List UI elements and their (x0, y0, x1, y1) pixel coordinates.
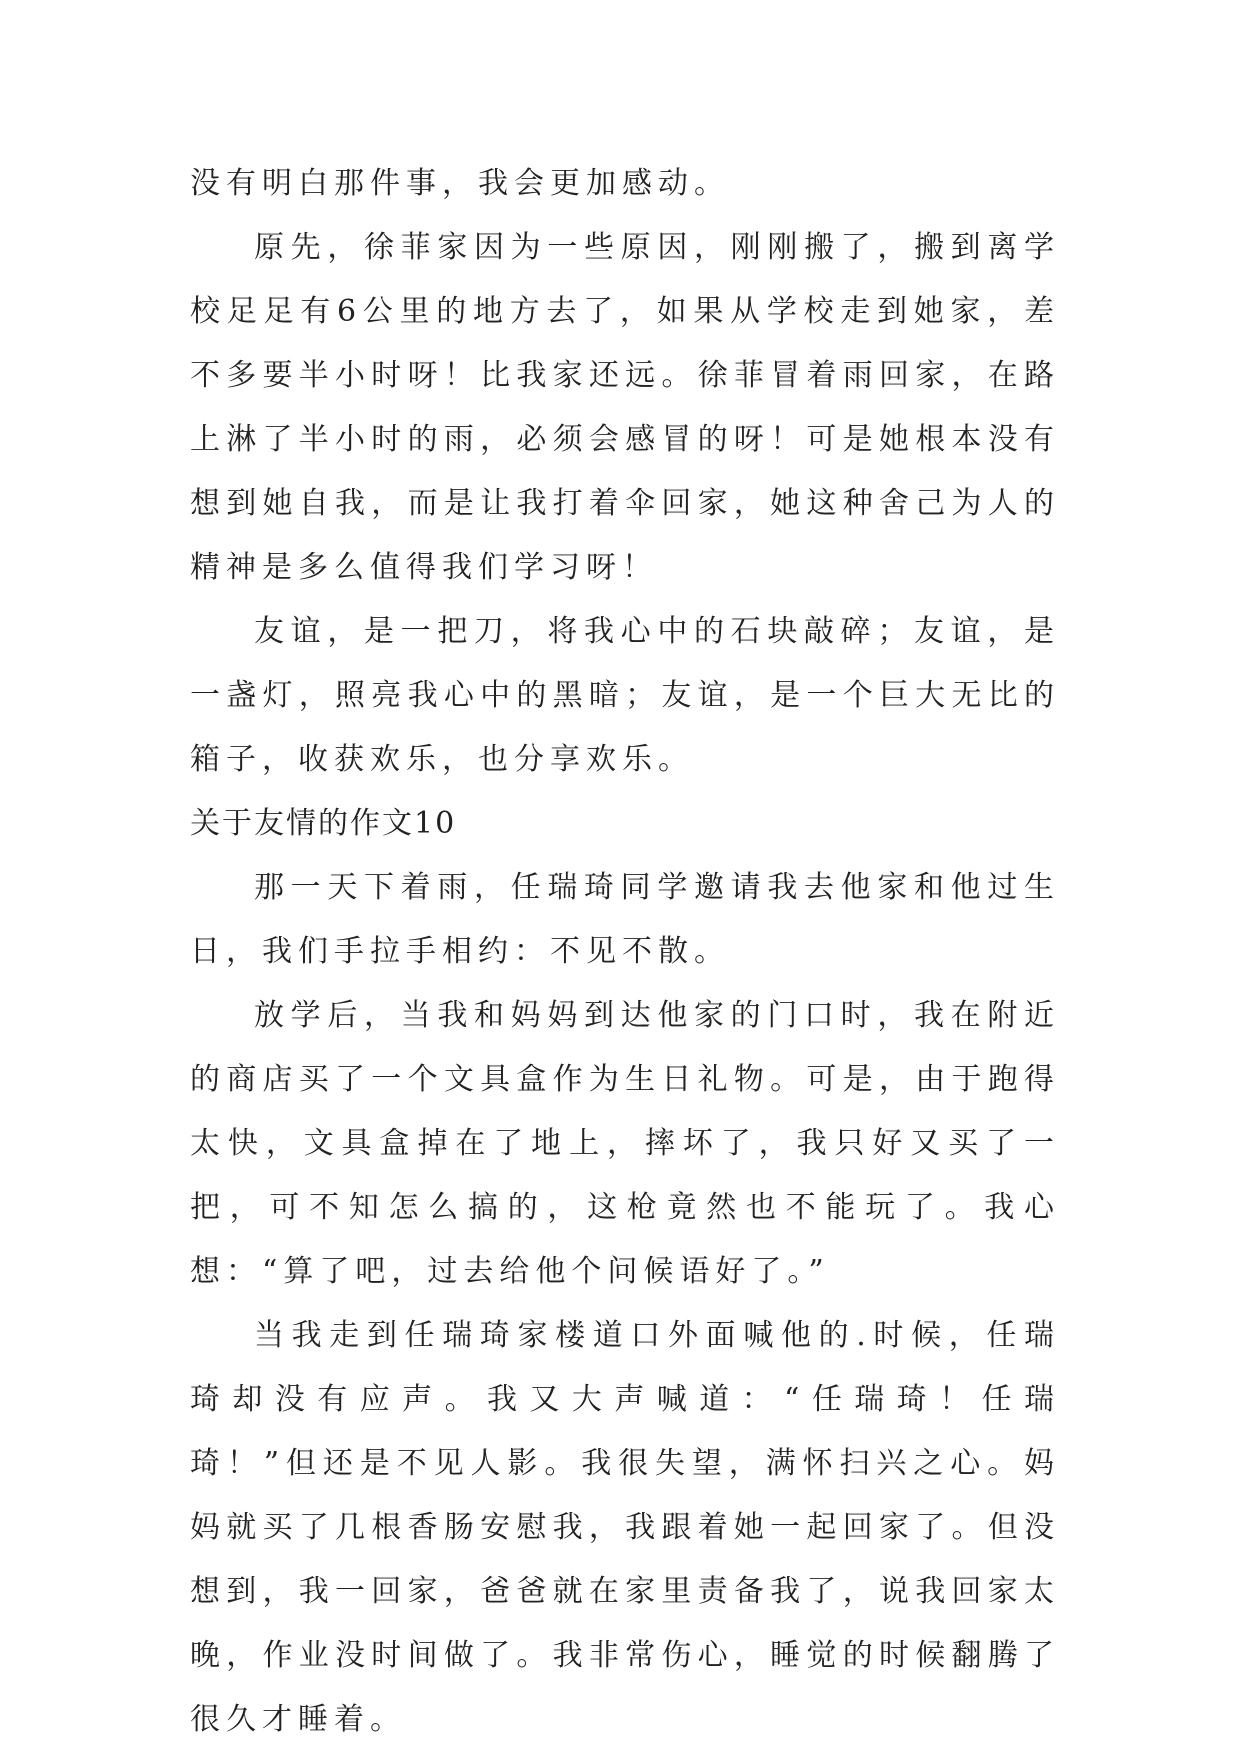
paragraph: 没有明白那件事，我会更加感动。 (190, 166, 730, 201)
paragraph: 当我走到任瑞琦家楼道口外面喊他的.时候，任瑞琦却没有应声。我又大声喊道：“任瑞琦！任瑞琦！”但还是不见人影。我很失望，满怀扫兴之心。妈妈就买了几根香肠安慰我，我跟着她一起回家了。但没想到，我一回家，爸爸就在家里责备我了，说我回家太晚，作业没时间做了。我非常伤心，睡觉的时候翻腾了很久才睡着。 (190, 1318, 1060, 1737)
document-body (190, 152, 1060, 1752)
paragraph: 友谊，是一把刀，将我心中的石块敲碎；友谊，是一盏灯，照亮我心中的黑暗；友谊，是一个巨大无比的箱子，收获欢乐，也分享欢乐。 (190, 614, 1060, 777)
paragraph: 原先，徐菲家因为一些原因，刚刚搬了，搬到离学校足足有6公里的地方去了，如果从学校走到她家，差不多要半小时呀！比我家还远。徐菲冒着雨回家，在路上淋了半小时的雨，必须会感冒的呀！可是她根本没有想到她自我，而是让我打着伞回家，她这种舍己为人的精神是多么值得我们学习呀！ (190, 230, 1060, 585)
paragraph: 那一天下着雨，任瑞琦同学邀请我去他家和他过生日，我们手拉手相约：不见不散。 (190, 870, 1060, 969)
section-heading: 关于友情的作文10 (190, 806, 457, 841)
paragraph: 放学后，当我和妈妈到达他家的门口时，我在附近的商店买了一个文具盒作为生日礼物。可是，由于跑得太快，文具盒掉在了地上，摔坏了，我只好又买了一把，可不知怎么搞的，这枪竟然也不能玩了。我心想：“算了吧，过去给他个问候语好了。” (190, 998, 1060, 1289)
